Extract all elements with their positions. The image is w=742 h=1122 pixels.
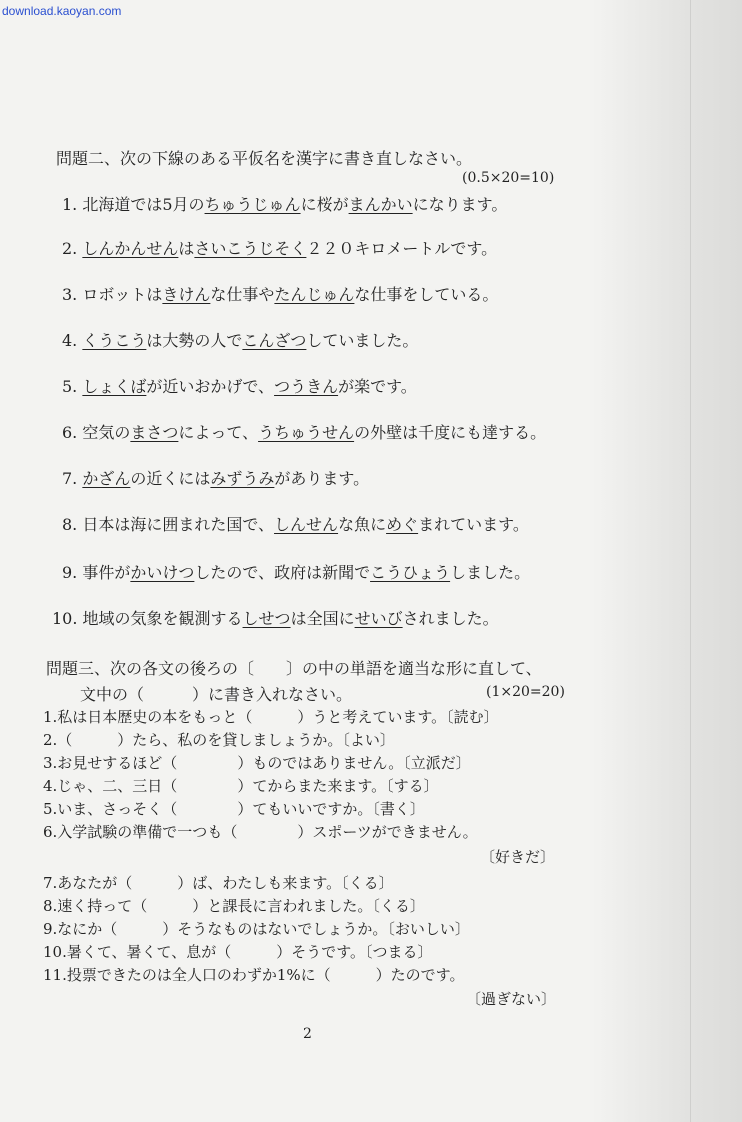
underlined-kana: しょくば (82, 377, 147, 396)
page-number: 2 (303, 1026, 312, 1042)
underlined-kana: たんじゅん (274, 285, 355, 304)
question-item (62, 420, 546, 443)
question-text: に桜が (300, 195, 349, 214)
question-text: 空気の (82, 423, 131, 442)
fill-in-hint: 〔好きだ〕 (480, 848, 556, 866)
fill-in-item: 8.速く持って（ ）と課長に言われました。〔くる〕 (43, 897, 425, 915)
question-text: は全国に (290, 609, 355, 628)
section3-subtitle: 文中の（ ）に書き入れなさい。 (80, 685, 353, 704)
question-item (62, 328, 418, 351)
question-text: が近いおかげで、 (146, 377, 275, 396)
underlined-kana: しんせん (274, 515, 339, 534)
underlined-kana: うちゅうせん (258, 423, 355, 442)
question-number: 8. (62, 515, 83, 534)
fill-in-item: 5.いま、さっそく（ ）てもいいですか。〔書く〕 (43, 800, 425, 818)
underlined-kana: みずうみ (210, 469, 275, 488)
question-item (62, 512, 529, 535)
question-number: 10. (52, 609, 83, 628)
question-number: 4. (62, 331, 83, 350)
underlined-kana: こんざつ (242, 331, 307, 350)
underlined-kana: まさつ (130, 423, 179, 442)
watermark-text: download.kaoyan.com (2, 4, 122, 18)
section3-title: 問題三、次の各文の後ろの〔 〕の中の単語を適当な形に直して、 (46, 659, 542, 678)
fill-in-item: 2.（ ）たら、私のを貸しましょうか。〔よい〕 (43, 731, 395, 749)
question-text: は大勢の人で (146, 331, 243, 350)
question-text: ２２０キロメートルです。 (306, 239, 498, 258)
question-item (62, 560, 530, 583)
question-number: 6. (62, 423, 83, 442)
underlined-kana: しんかんせん (82, 239, 179, 258)
question-text: 事件が (82, 563, 131, 582)
page-shadow (592, 0, 742, 1122)
question-text: になります。 (412, 195, 508, 214)
question-text: しました。 (450, 563, 531, 582)
underlined-kana: めぐ (386, 515, 419, 534)
fill-in-item: 6.入学試験の準備で一つも（ ）スポーツができません。 (43, 823, 478, 841)
fill-in-item: 4.じゃ、二、三日（ ）てからまた来ます。〔する〕 (43, 777, 439, 795)
underlined-kana: かざん (82, 469, 131, 488)
question-item (62, 236, 497, 259)
underlined-kana: ちゅうじゅん (204, 195, 301, 214)
underlined-kana: まんかい (348, 195, 413, 214)
underlined-kana: くうこう (82, 331, 147, 350)
question-item (62, 192, 507, 215)
question-number: 9. (62, 563, 83, 582)
underlined-kana: さいこうじそく (194, 239, 307, 258)
question-number: 5. (62, 377, 83, 396)
section2-score: (0.5×20=10) (462, 170, 555, 186)
question-text: していました。 (306, 331, 419, 350)
question-text: な仕事をしている。 (354, 285, 499, 304)
section2-title: 問題二、次の下線のある平仮名を漢字に書き直しなさい。 (56, 149, 473, 168)
question-item (62, 282, 498, 305)
question-number: 2. (62, 239, 83, 258)
fill-in-item: 10.暑くて、暑くて、息が（ ）そうです。〔つまる〕 (43, 943, 433, 961)
underlined-kana: しせつ (242, 609, 291, 628)
fill-in-item: 7.あなたが（ ）ば、わたしも来ます。〔くる〕 (43, 874, 394, 892)
question-text: な仕事や (210, 285, 275, 304)
question-text: されました。 (402, 609, 499, 628)
question-text: 北海道では5月の (82, 195, 205, 214)
question-text: な魚に (338, 515, 387, 534)
question-item (62, 466, 369, 489)
fill-in-item: 1.私は日本歴史の本をもっと（ ）うと考えています。〔読む〕 (43, 708, 499, 726)
question-number: 1. (62, 195, 83, 214)
question-text: は (178, 239, 195, 258)
underlined-kana: つうきん (274, 377, 339, 396)
underlined-kana: かいけつ (130, 563, 195, 582)
question-text: の近くには (130, 469, 211, 488)
fill-in-item: 3.お見せするほど（ ）ものではありません。〔立派だ〕 (43, 754, 471, 772)
question-text: ロボットは (82, 285, 163, 304)
question-text: があります。 (274, 469, 370, 488)
question-text: したので、政府は新聞で (194, 563, 371, 582)
paper-edge (690, 0, 691, 1122)
fill-in-item: 11.投票できたのは全人口のわずか1%に（ ）たのです。 (43, 966, 465, 984)
question-text: の外壁は千度にも達する。 (354, 423, 547, 442)
question-item (62, 374, 417, 397)
question-text: まれています。 (418, 515, 529, 534)
question-text: 地域の気象を観測する (82, 609, 243, 628)
underlined-kana: きけん (162, 285, 211, 304)
question-number: 3. (62, 285, 83, 304)
underlined-kana: こうひょう (370, 563, 451, 582)
question-text: によって、 (178, 423, 259, 442)
section3-score: (1×20=20) (486, 684, 565, 700)
question-text: が楽です。 (338, 377, 417, 396)
question-text: 日本は海に囲まれた国で、 (82, 515, 275, 534)
question-item (52, 606, 499, 629)
fill-in-hint: 〔過ぎない〕 (466, 990, 557, 1008)
underlined-kana: せいび (354, 609, 403, 628)
question-number: 7. (62, 469, 83, 488)
fill-in-item: 9.なにか（ ）そうなものはないでしょうか。〔おいしい〕 (43, 920, 470, 938)
